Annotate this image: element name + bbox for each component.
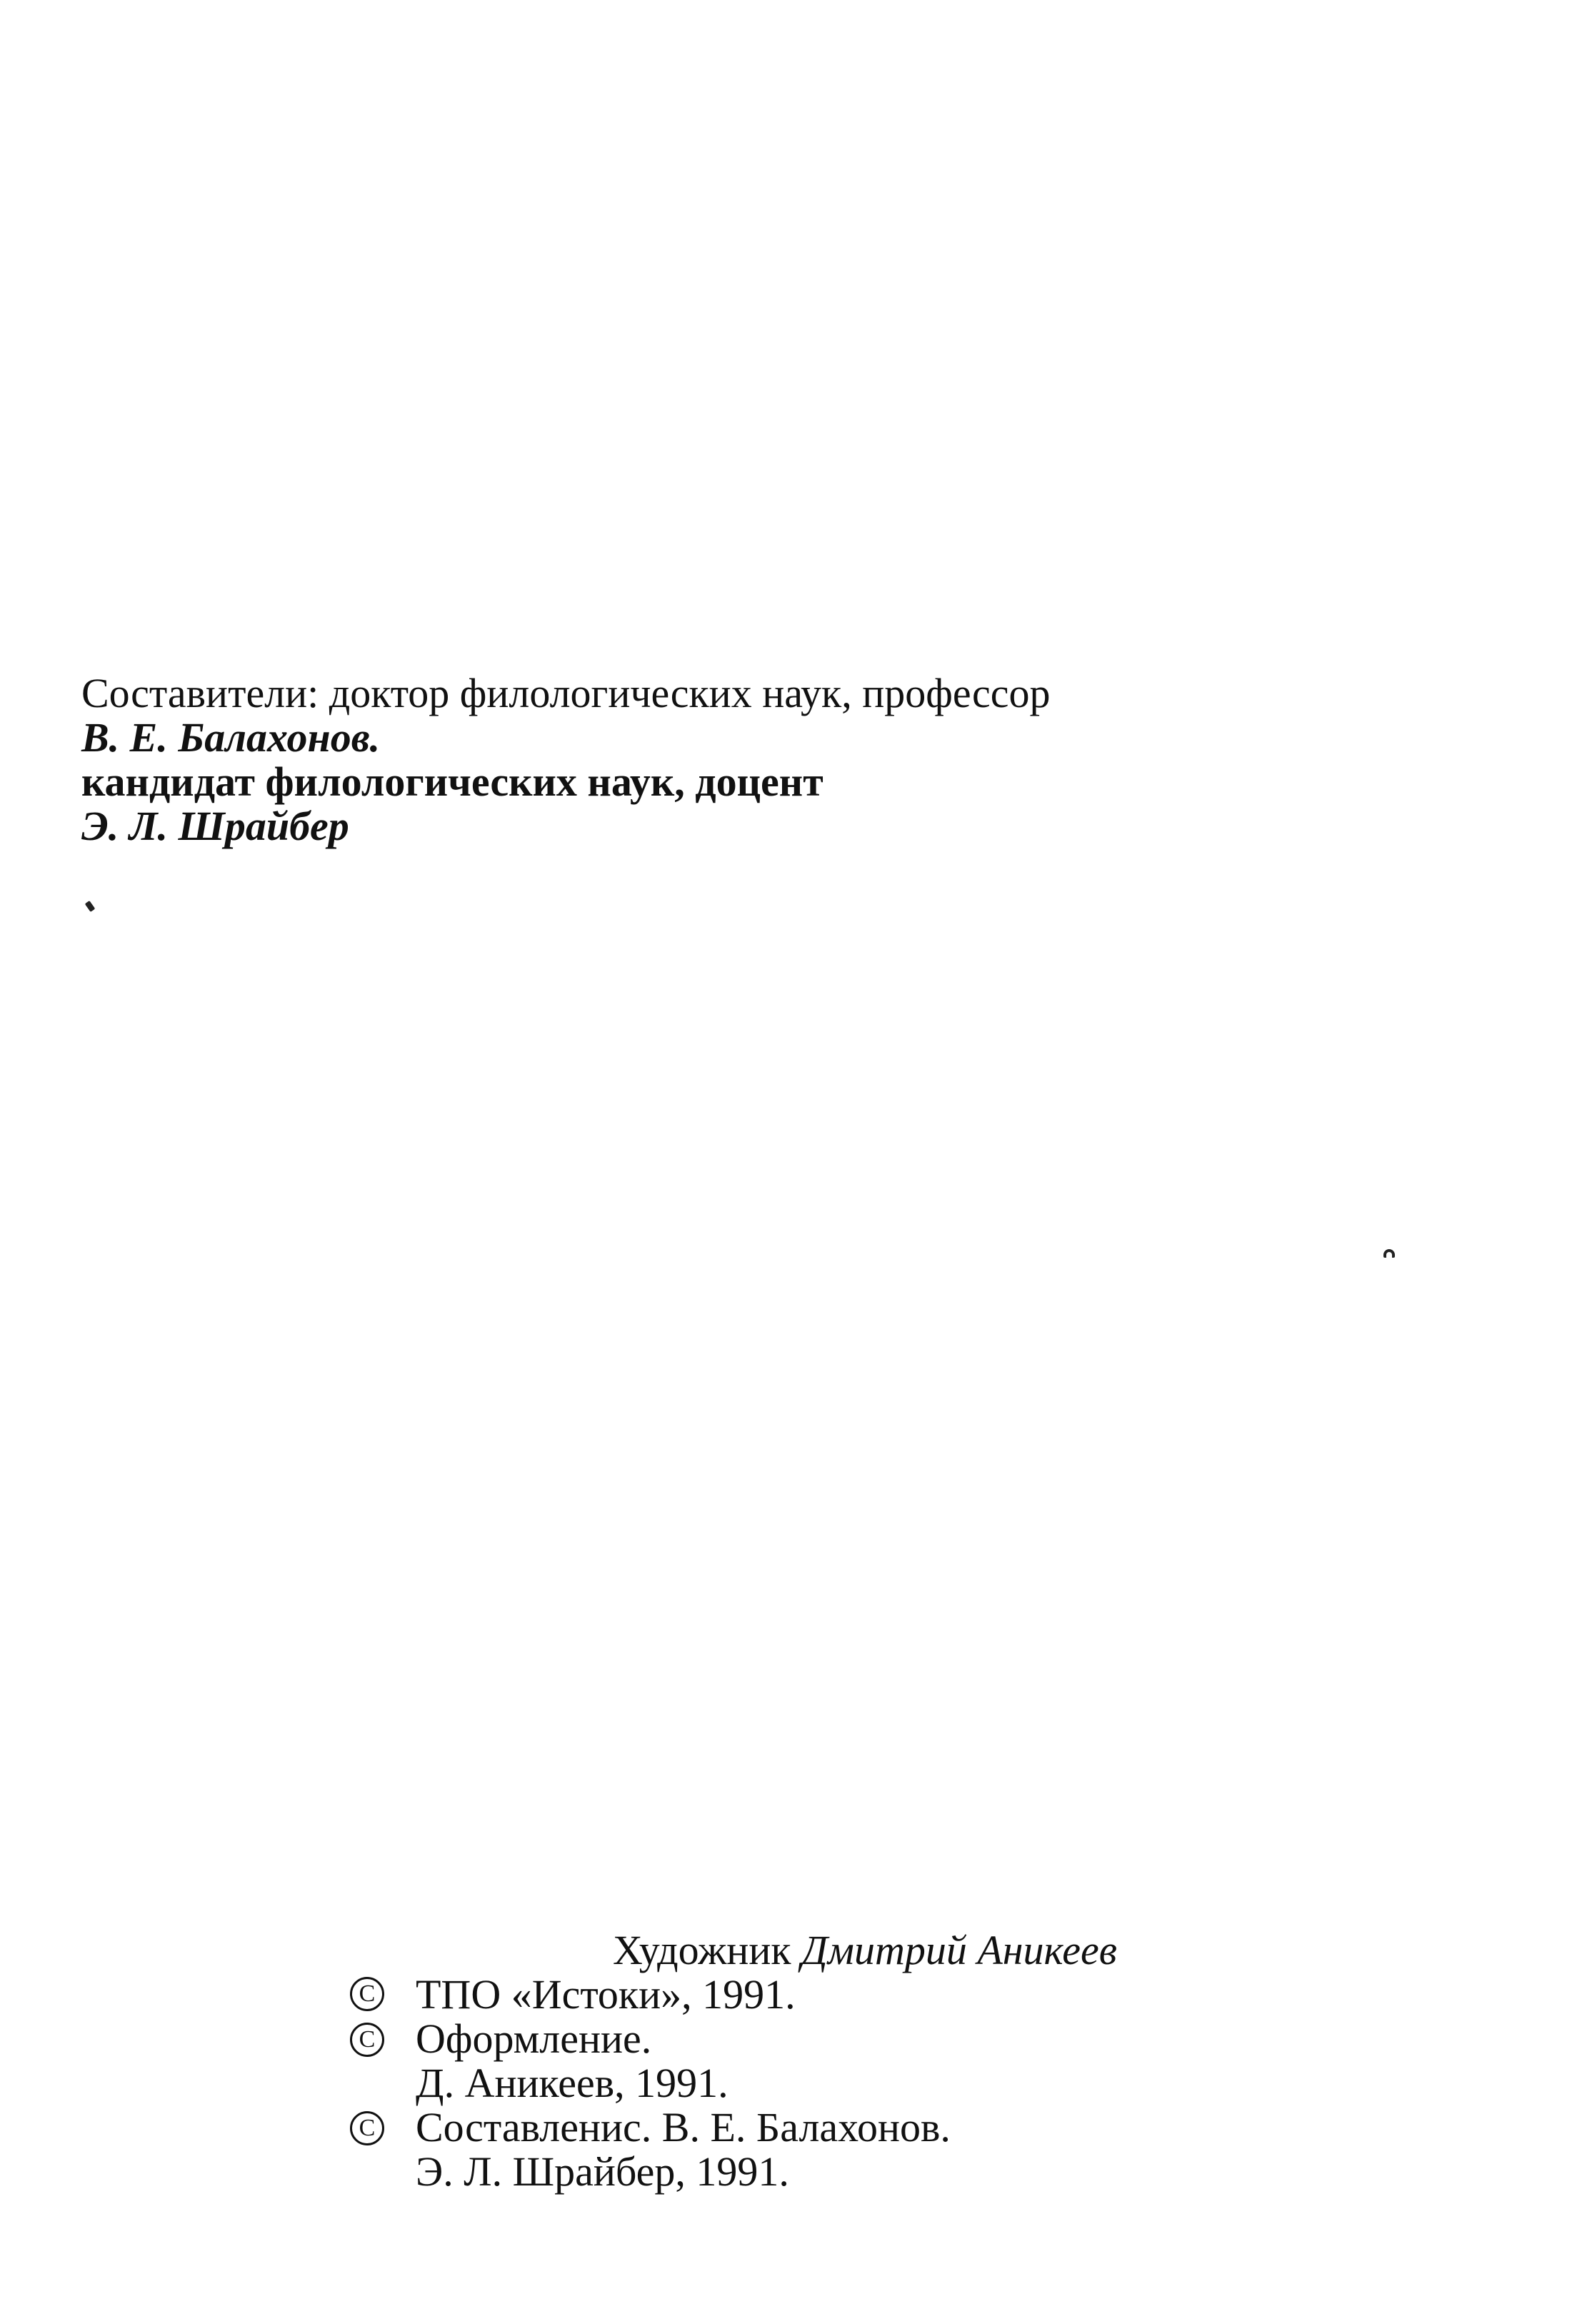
copyright-design-label: Оформление. <box>416 2015 652 2062</box>
artist-name: Дмитрий Аникеев <box>801 1927 1117 1973</box>
copyright-design-holder: Д. Аникеев, 1991. <box>416 2060 729 2106</box>
compilers-label: Составители: <box>81 670 319 716</box>
scan-speck <box>1383 1249 1395 1258</box>
compiler-1-title: доктор филологических наук, профессор <box>329 670 1051 716</box>
copyright-icon: C <box>350 1977 384 2011</box>
copyright-icon: C <box>350 2023 384 2057</box>
compiler-1-name: В. Е. Балахонов. <box>81 714 381 761</box>
compiler-2-name: Э. Л. Шрайбер <box>81 803 349 849</box>
compilers-line <box>81 671 1051 716</box>
copyright-compilation-holder: Э. Л. Шрайбер, 1991. <box>416 2148 789 2195</box>
artist-credit <box>613 1928 1117 1973</box>
scan-speck <box>85 901 96 912</box>
compiler-2-title: кандидат филологических наук, доцент <box>81 758 823 805</box>
copyright-publisher: ТПО «Истоки», 1991. <box>416 1971 796 2018</box>
copyright-compilation-label: Составленис. В. Е. Балахонов. <box>416 2104 951 2150</box>
artist-label: Художник <box>613 1927 791 1973</box>
copyright-icon: C <box>350 2111 384 2145</box>
